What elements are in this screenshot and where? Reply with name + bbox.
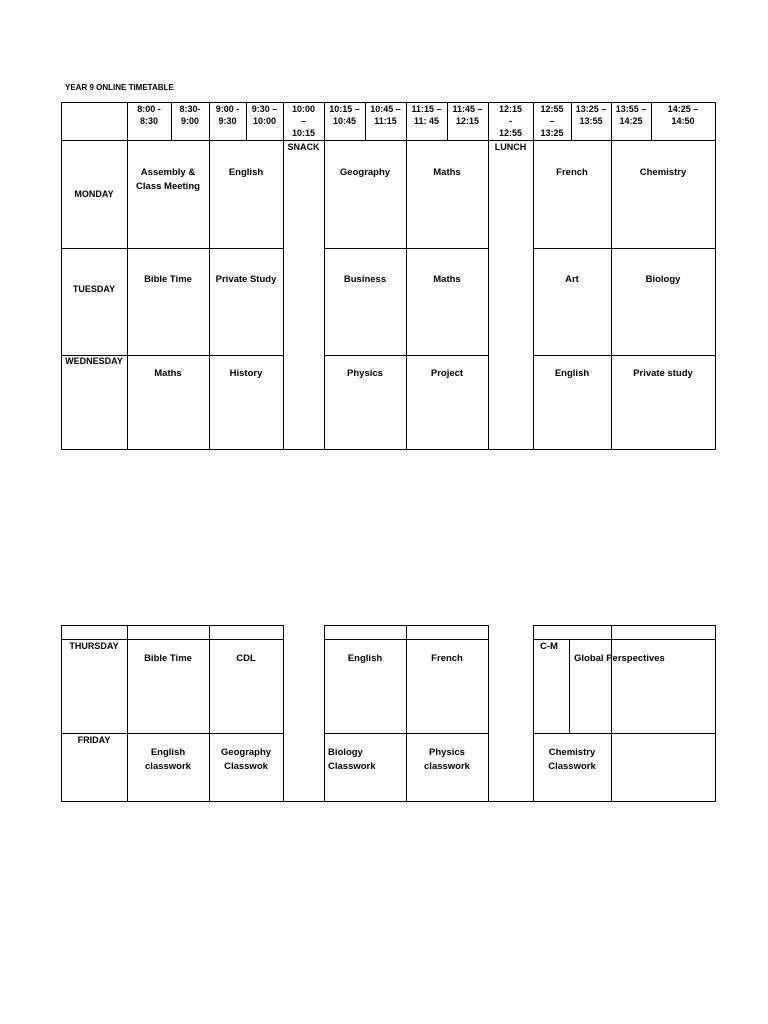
subject-thursday: CDL	[236, 653, 256, 664]
subject-friday: Physics	[429, 747, 465, 758]
subject-friday: Classwork	[548, 761, 596, 772]
subject-tuesday: Art	[565, 274, 579, 285]
subject-monday: Maths	[433, 167, 461, 178]
subject-thursday: Global Perspectives	[574, 653, 665, 664]
subject-thursday: English	[347, 653, 383, 664]
time-slot-header: 8:30	[139, 116, 158, 126]
subject-thursday: Bible Time	[144, 653, 192, 664]
subject-thursday: C-M	[540, 641, 558, 652]
subject-friday: English	[150, 747, 186, 758]
lunch-break-label: LUNCH	[494, 142, 527, 152]
subject-monday: Geography	[339, 167, 391, 178]
page-title: YEAR 9 ONLINE TIMETABLE	[65, 83, 174, 92]
subject-friday: Classwork	[328, 761, 376, 772]
time-slot-header: 10:00	[252, 116, 277, 126]
time-slot-header: 11:45 –	[452, 104, 483, 114]
time-slot-header: 13:55 –	[615, 104, 647, 114]
subject-friday: Chemistry	[548, 747, 596, 758]
time-slot-header: 13:25 –	[575, 104, 607, 114]
subject-tuesday: Maths	[433, 274, 461, 285]
subject-friday: classwork	[424, 761, 470, 772]
subject-friday: classwork	[145, 761, 191, 772]
time-slot-header: 10:00	[291, 104, 316, 114]
time-slot-header: –	[300, 116, 306, 126]
subject-tuesday: Bible Time	[144, 274, 192, 285]
time-slot-header: 8:00 -	[137, 104, 161, 114]
time-slot-header: 14:25	[619, 116, 643, 126]
snack-break-label: SNACK	[287, 142, 320, 152]
subject-monday: English	[228, 167, 264, 178]
time-slot-header: 10:45	[332, 116, 357, 126]
time-slot-header: 10:45 –	[370, 104, 401, 114]
time-slot-header: 8:30-	[179, 104, 201, 114]
time-slot-header: 12:55	[498, 128, 523, 138]
subject-monday: French	[556, 167, 588, 178]
subject-wednesday: Physics	[347, 368, 383, 379]
time-slot-header: 14:25 –	[667, 104, 699, 114]
time-slot-header: 9:30	[218, 116, 237, 126]
subject-wednesday: History	[229, 368, 263, 379]
time-slot-header: 10:15	[291, 128, 316, 138]
subject-monday: Chemistry	[639, 167, 687, 178]
subject-friday: Biology	[328, 747, 363, 758]
subject-friday: Geography	[220, 747, 272, 758]
time-slot-header: 13:55	[579, 116, 603, 126]
time-slot-header: 14:50	[671, 116, 695, 126]
time-slot-header: -	[509, 116, 512, 126]
subject-friday: Classwok	[224, 761, 268, 772]
time-slot-header: 12:55	[540, 104, 564, 114]
time-slot-header: 12:15	[455, 116, 480, 126]
time-slot-header: –	[549, 116, 555, 126]
time-slot-header: 10:15 –	[329, 104, 360, 114]
subject-wednesday: Project	[430, 368, 464, 379]
day-label-friday: FRIDAY	[77, 735, 111, 745]
time-slot-header: 9:00 -	[215, 104, 240, 114]
subject-monday: Class Meeting	[136, 181, 200, 192]
subject-wednesday: English	[554, 368, 590, 379]
time-slot-header: 11:15	[374, 116, 397, 126]
day-label-wednesday: WEDNESDAY	[65, 356, 123, 366]
subject-monday: Assembly &	[140, 167, 196, 178]
time-slot-header: 9:00	[180, 116, 199, 126]
subject-tuesday: Biology	[645, 274, 681, 285]
subject-tuesday: Business	[343, 274, 387, 285]
day-label-thursday: THURSDAY	[69, 641, 119, 651]
subject-thursday: French	[431, 653, 463, 664]
subject-wednesday: Private study	[633, 368, 693, 379]
day-label-monday: MONDAY	[74, 189, 114, 199]
time-slot-header: 9:30 –	[251, 104, 278, 114]
time-slot-header: 11:15 –	[411, 104, 442, 114]
time-slot-header: 12:15	[498, 104, 523, 114]
subject-tuesday: Private Study	[215, 274, 277, 285]
time-slot-header: 13:25	[540, 128, 564, 138]
time-slot-header: 11: 45	[413, 116, 440, 126]
day-label-tuesday: TUESDAY	[72, 284, 116, 294]
subject-wednesday: Maths	[154, 368, 182, 379]
